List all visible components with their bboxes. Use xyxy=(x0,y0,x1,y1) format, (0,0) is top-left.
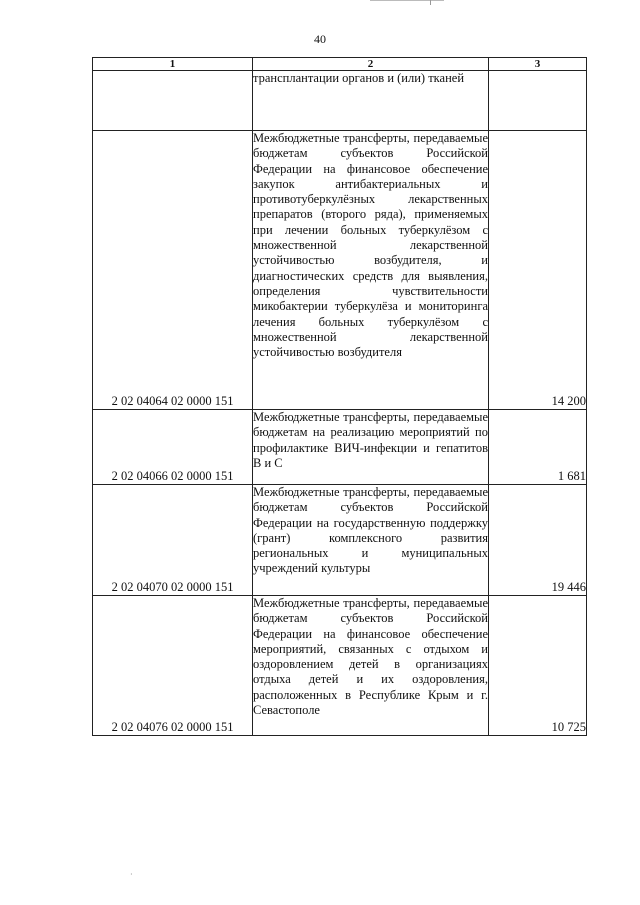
row-description: трансплантации органов и (или) тканей xyxy=(253,71,489,131)
row-code: 2 02 04064 02 0000 151 xyxy=(93,131,253,410)
row-description: Межбюджетные трансферты, передаваемые бюджетам на реализацию мероприятий по профилактике ВИЧ-инфекции и гепатитов В и С xyxy=(253,410,489,485)
row-description: Межбюджетные трансферты, передаваемые бюджетам субъектов Российской Федерации на финансовое обеспечение мероприятий, связанных с отдыхом и оздоровлением детей в организациях отдыха детей и их оздоровления, расположенных в Республике Крым и г. Севастополе xyxy=(253,596,489,736)
row-amount: 19 446 xyxy=(489,485,587,596)
top-edge-rule xyxy=(370,0,444,1)
column-header-amount: 3 xyxy=(489,58,587,71)
page-number: 40 xyxy=(314,32,326,46)
column-header-description: 2 xyxy=(253,58,489,71)
row-amount xyxy=(489,71,587,131)
row-code: 2 02 04076 02 0000 151 xyxy=(93,596,253,736)
table-row xyxy=(93,71,587,131)
scan-dot-mark: · xyxy=(130,870,133,879)
top-edge-tick xyxy=(430,0,431,5)
row-description: Межбюджетные трансферты, передаваемые бюджетам субъектов Российской Федерации на государственную поддержку (грант) комплексного развития региональных и муниципальных учреждений культуры xyxy=(253,485,489,596)
table-row xyxy=(93,131,587,410)
row-description: Межбюджетные трансферты, передаваемые бюджетам субъектов Российской Федерации на финансовое обеспечение закупок антибактериальных и противотуберкулёзных лекарственных препаратов (второго ряда), применяемых при лечении больных туберкулёзом с множественной лекарственной устойчивостью возбудителя, и диагностических средств для выявления, определения чувствительности микобактерии туберкулёза и мониторинга лечения больных туберкулёзом с множественной лекарственной устойчивостью возбудителя xyxy=(253,131,489,410)
row-amount: 14 200 xyxy=(489,131,587,410)
row-code: 2 02 04070 02 0000 151 xyxy=(93,485,253,596)
row-code xyxy=(93,71,253,131)
row-amount: 1 681 xyxy=(489,410,587,485)
table-row xyxy=(93,410,587,485)
table-row xyxy=(93,485,587,596)
table-row xyxy=(93,596,587,736)
table-header-row xyxy=(93,58,587,71)
column-header-code: 1 xyxy=(93,58,253,71)
row-code: 2 02 04066 02 0000 151 xyxy=(93,410,253,485)
budget-table xyxy=(92,57,587,736)
row-amount: 10 725 xyxy=(489,596,587,736)
